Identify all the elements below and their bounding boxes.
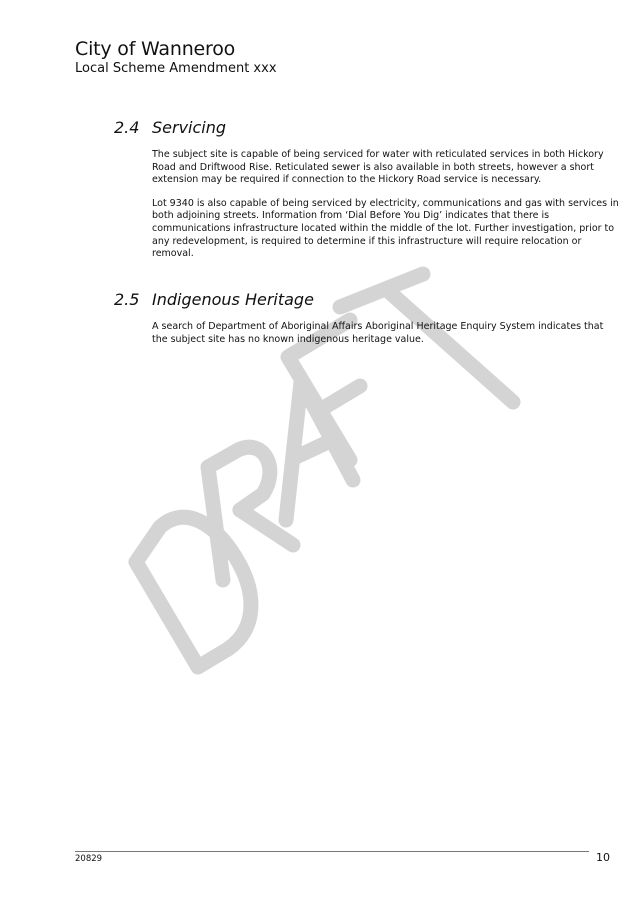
section-heading <box>114 118 226 138</box>
text-line: the subject site has no known indigenous heritage value. <box>152 333 424 345</box>
text-line: extension may be required if connection to the Hickory Road service is necessary. <box>152 174 542 186</box>
text-line: any redevelopment, is required to determine if this infrastructure will require relocation or <box>152 235 582 247</box>
footer-reference: 20829 <box>75 854 103 864</box>
page-header <box>75 38 277 77</box>
section-number: 2.5 <box>114 290 140 309</box>
section-body <box>152 321 607 357</box>
watermark-letter-d <box>136 517 251 667</box>
text-line: communications infrastructure located within the middle of the lot. Further investigation, prior to <box>152 222 615 234</box>
section-heading <box>114 290 314 310</box>
section-number: 2.4 <box>114 118 140 137</box>
paragraph <box>152 149 607 187</box>
text-line: A search of Department of Aboriginal Affairs Aboriginal Heritage Enquiry System indicates that <box>152 321 604 332</box>
text-line: Lot 9340 is also capable of being serviced by electricity, communications and gas with services in <box>152 197 619 209</box>
section-title: Indigenous Heritage <box>152 290 314 309</box>
page-number: 10 <box>596 851 610 864</box>
section-body <box>152 149 619 272</box>
section-title: Servicing <box>152 118 227 137</box>
text-line: The subject site is capable of being serviced for water with reticulated services in both Hickory <box>152 149 604 160</box>
text-line: both adjoining streets. Information from ‘Dial Before You Dig’ indicates that there is <box>152 210 550 222</box>
text-line: Road and Driftwood Rise. Reticulated sewer is also available in both streets, however a short <box>152 161 594 173</box>
document-title: City of Wanneroo <box>75 38 236 60</box>
footer-divider <box>75 851 589 852</box>
text-line: removal. <box>152 248 194 260</box>
paragraph <box>152 197 619 261</box>
document-subtitle: Local Scheme Amendment xxx <box>75 61 277 76</box>
paragraph <box>152 321 607 346</box>
